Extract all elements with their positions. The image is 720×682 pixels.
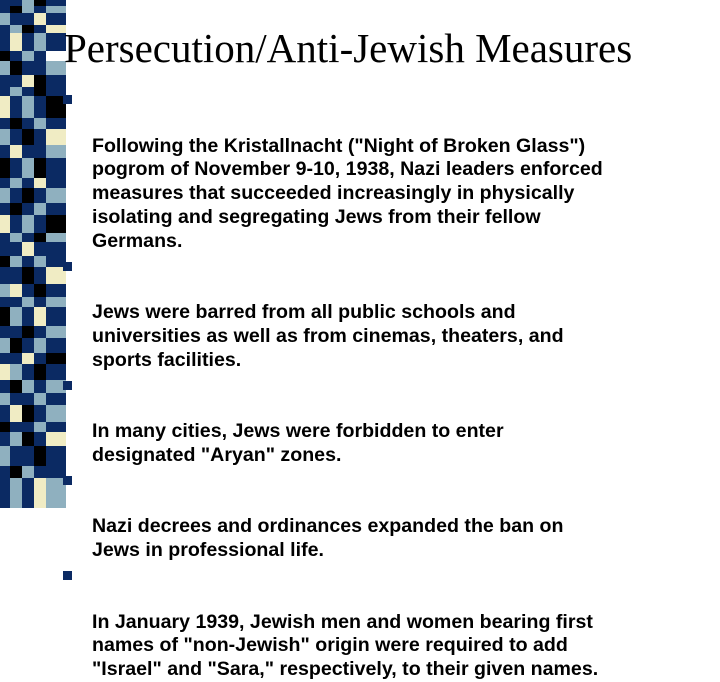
bullet-text: In January 1939, Jewish men and women bearing first names of "non-Jewish" origin were required to add "Israel" and "Sara," respectively, to their given names. (92, 610, 599, 681)
stripe-tile (22, 233, 34, 242)
stripe-tile (34, 466, 46, 478)
stripe-tile (22, 338, 34, 353)
square-bullet-icon (63, 262, 72, 271)
stripe-tile (0, 13, 10, 25)
stripe-tile (0, 33, 10, 51)
stripe-tile (0, 118, 10, 129)
bullet-item (63, 87, 713, 254)
bullet-text: Nazi decrees and ordinances expanded the ban on Jews in professional life. (92, 515, 564, 562)
stripe-tile (46, 33, 66, 51)
bullet-item (63, 373, 713, 468)
stripe-tile (34, 393, 46, 405)
stripe-tile (10, 466, 22, 478)
stripe-tile (22, 256, 34, 267)
stripe-tile (0, 61, 10, 75)
stripe-tile (0, 393, 10, 405)
stripe-tile (34, 422, 46, 432)
slide-title: Persecution/Anti-Jewish Measures (64, 25, 633, 71)
bullet-text: Jews were barred from all public schools and universities as well as from cinemas, theaters, and sports facilities. (92, 301, 564, 371)
stripe-tile (22, 393, 34, 405)
stripe-tile (0, 0, 10, 6)
square-bullet-icon (63, 571, 72, 580)
stripe-tile (34, 338, 46, 353)
stripe-tile (22, 188, 34, 203)
stripe-tile (34, 256, 46, 267)
stripe-tile (0, 25, 10, 33)
stripe-tile (22, 61, 34, 75)
stripe-tile (0, 338, 10, 353)
square-bullet-icon (63, 95, 72, 104)
stripe-tile (34, 203, 46, 215)
stripe-tile (22, 353, 34, 364)
stripe-tile (22, 307, 34, 326)
stripe-tile (0, 267, 10, 284)
stripe-tile (22, 33, 34, 51)
stripe-tile (10, 178, 22, 188)
stripe-tile (34, 307, 46, 326)
stripe-tile (0, 256, 10, 267)
stripe-tile (34, 380, 46, 393)
stripe-tile (34, 405, 46, 422)
square-bullet-icon (63, 476, 72, 485)
stripe-tile (0, 188, 10, 203)
stripe-tile (0, 422, 10, 432)
stripe-tile (10, 129, 22, 145)
stripe-tile (0, 242, 10, 256)
bullet-item (63, 563, 713, 682)
stripe-tile (34, 267, 46, 284)
stripe-tile (0, 215, 10, 233)
stripe-tile (0, 203, 10, 215)
stripe-tile (22, 87, 34, 96)
stripe-tile (0, 145, 10, 158)
stripe-tile (10, 75, 22, 87)
stripe-tile (22, 215, 34, 233)
stripe-tile (10, 297, 22, 307)
stripe-tile (10, 338, 22, 353)
bullet-text: In many cities, Jews were forbidden to enter designated "Aryan" zones. (92, 420, 504, 466)
stripe-tile (22, 129, 34, 145)
stripe-tile (10, 233, 22, 242)
bullet-item (63, 468, 713, 563)
stripe-tile (22, 118, 34, 129)
stripe-tile (10, 215, 22, 233)
stripe-tile (10, 96, 22, 118)
stripe-tile (22, 364, 34, 380)
stripe-tile (0, 233, 10, 242)
stripe-tile (22, 96, 34, 118)
stripe-tile (46, 13, 66, 25)
stripe-tile (0, 446, 10, 466)
stripe-tile (34, 478, 46, 508)
stripe-tile (0, 284, 10, 297)
stripe-tile (10, 380, 22, 393)
stripe-tile (0, 432, 10, 446)
stripe-tile (0, 466, 10, 478)
stripe-tile (34, 87, 46, 96)
stripe-tile (34, 432, 46, 446)
stripe-tile (34, 297, 46, 307)
bullet-text: Following the Kristallnacht ("Night of Broken Glass") pogrom of November 9-10, 1938, Nazi leaders enforced measures that succeeded increasingly in physically isolating and segregating Jews from their fellow Germans. (92, 134, 603, 252)
stripe-tile (10, 158, 22, 178)
stripe-tile (22, 145, 34, 158)
stripe-tile (34, 145, 46, 158)
bullet-list (63, 87, 713, 682)
stripe-tile (46, 51, 66, 61)
stripe-tile (22, 6, 34, 13)
stripe-tile (22, 326, 34, 338)
bullet-item (63, 254, 713, 373)
stripe-tile (34, 25, 46, 33)
stripe-tile (22, 478, 34, 508)
stripe-tile (46, 61, 66, 75)
stripe-tile (22, 422, 34, 432)
stripe-tile (10, 145, 22, 158)
stripe-tile (0, 307, 10, 326)
stripe-tile (0, 129, 10, 145)
stripe-tile (22, 267, 34, 284)
stripe-tile (0, 178, 10, 188)
stripe-tile (34, 61, 46, 75)
stripe-tile (34, 158, 46, 178)
stripe-tile (0, 326, 10, 338)
stripe-tile (10, 393, 22, 405)
stripe-tile (10, 326, 22, 338)
stripe-tile (22, 178, 34, 188)
stripe-tile (0, 96, 10, 118)
stripe-tile (0, 87, 10, 96)
stripe-tile (0, 478, 10, 508)
stripe-tile (10, 256, 22, 267)
stripe-tile (34, 446, 46, 466)
stripe-tile (10, 432, 22, 446)
stripe-tile (0, 297, 10, 307)
stripe-tile (10, 33, 22, 51)
stripe-tile (0, 6, 10, 13)
stripe-tile (46, 0, 66, 6)
stripe-tile (10, 242, 22, 256)
stripe-tile (10, 203, 22, 215)
stripe-tile (10, 353, 22, 364)
stripe-tile (22, 0, 34, 6)
stripe-tile (0, 75, 10, 87)
stripe-tile (34, 13, 46, 25)
stripe-tile (10, 405, 22, 422)
stripe-tile (22, 51, 34, 61)
decorative-stripe (0, 0, 66, 540)
stripe-tile (10, 13, 22, 25)
stripe-tile (0, 158, 10, 178)
stripe-tile (10, 25, 22, 33)
stripe-tile (34, 129, 46, 145)
stripe-tile (22, 466, 34, 478)
stripe-tile (34, 215, 46, 233)
stripe-tile (34, 0, 46, 6)
stripe-tile (10, 284, 22, 297)
stripe-tile (0, 380, 10, 393)
stripe-tile (22, 13, 34, 25)
stripe-tile (34, 51, 46, 61)
stripe-tile (0, 364, 10, 380)
stripe-tile (34, 6, 46, 13)
stripe-tile (10, 307, 22, 326)
stripe-tile (34, 284, 46, 297)
stripe-tile (22, 242, 34, 256)
stripe-tile (10, 364, 22, 380)
stripe-tile (46, 75, 66, 87)
stripe-tile (10, 51, 22, 61)
stripe-tile (22, 405, 34, 422)
stripe-tile (22, 446, 34, 466)
stripe-tile (22, 284, 34, 297)
stripe-tile (10, 478, 22, 508)
stripe-tile (34, 233, 46, 242)
stripe-tile (10, 0, 22, 6)
stripe-tile (10, 422, 22, 432)
stripe-tile (22, 432, 34, 446)
stripe-tile (10, 188, 22, 203)
stripe-tile (34, 33, 46, 51)
stripe-tile (22, 297, 34, 307)
stripe-tile (34, 364, 46, 380)
stripe-tile (0, 405, 10, 422)
stripe-tile (22, 203, 34, 215)
stripe-tile (22, 25, 34, 33)
stripe-tile (34, 178, 46, 188)
stripe-tile (34, 353, 46, 364)
stripe-tile (10, 6, 22, 13)
stripe-tile (34, 188, 46, 203)
stripe-tile (22, 380, 34, 393)
stripe-tile (10, 267, 22, 284)
stripe-tile (34, 242, 46, 256)
stripe-tile (34, 75, 46, 87)
stripe-tile (22, 75, 34, 87)
stripe-tile (10, 446, 22, 466)
stripe-tile (46, 25, 66, 33)
stripe-tile (10, 87, 22, 96)
stripe-tile (10, 61, 22, 75)
square-bullet-icon (63, 381, 72, 390)
stripe-tile (0, 51, 10, 61)
stripe-tile (46, 6, 66, 13)
stripe-tile (22, 158, 34, 178)
stripe-tile (34, 96, 46, 118)
stripe-tile (0, 353, 10, 364)
stripe-tile (34, 326, 46, 338)
stripe-tile (34, 118, 46, 129)
stripe-tile (10, 118, 22, 129)
